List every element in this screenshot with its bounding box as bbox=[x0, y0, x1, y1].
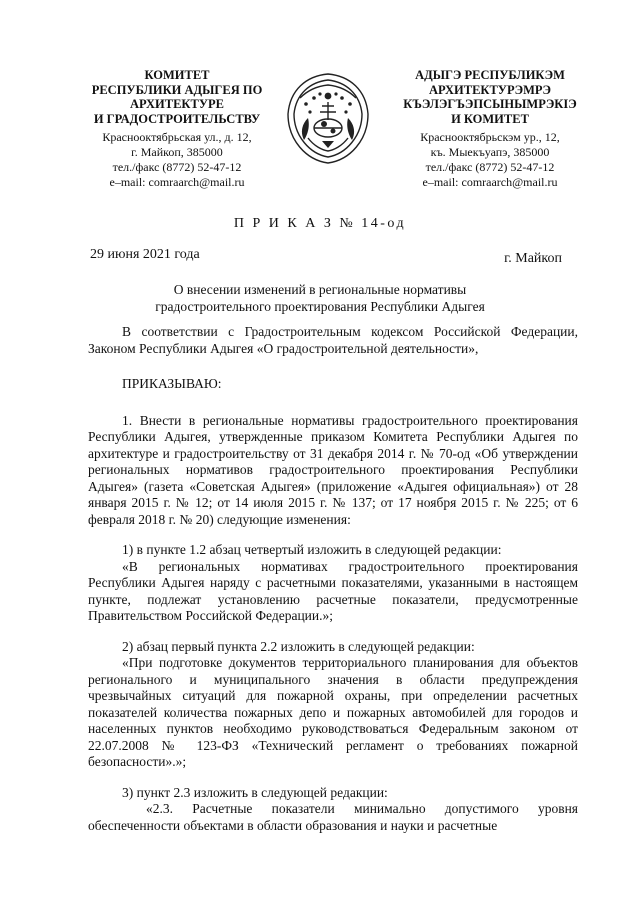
address-line: г. Майкоп, 385000 bbox=[131, 145, 223, 159]
org-line: АРХИТЕКТУРЭМРЭ bbox=[428, 82, 552, 97]
address-line: Краснооктябрьскэм ур., 12, bbox=[420, 130, 560, 144]
subitem-2-intro: 2) абзац первый пункта 2.2 изложить в следующей редакции: bbox=[122, 638, 475, 654]
committee-address-adyghe bbox=[392, 130, 588, 190]
subitem-1-text: «В региональных нормативах градостроительного проектирования Республики Адыгея наряду с расчетными показателями, указанными в настоящем пункте, подлежат установлению расчетные показатели, предусмотренные Правительством Российской Федерации.»; bbox=[88, 558, 578, 623]
subject-line: градостроительного проектирования Республики Адыгея bbox=[155, 298, 485, 314]
order-body bbox=[88, 324, 578, 834]
email-line: e–mail: comraarch@mail.ru bbox=[109, 175, 245, 189]
subitem-3-intro: 3) пункт 2.3 изложить в следующей редакции: bbox=[122, 784, 388, 800]
order-date: 29 июня 2021 года bbox=[90, 247, 200, 262]
org-line: И КОМИТЕТ bbox=[451, 111, 529, 126]
phone-line: тел./факс (8772) 52-47-12 bbox=[425, 160, 555, 174]
order-subject bbox=[0, 282, 640, 315]
org-line: И ГРАДОСТРОИТЕЛЬСТВУ bbox=[93, 111, 261, 126]
org-line: КОМИТЕТ bbox=[144, 68, 210, 82]
email-line: e–mail: comraarch@mail.ru bbox=[422, 175, 558, 189]
header-right bbox=[392, 68, 588, 190]
org-line: АРХИТЕКТУРЕ bbox=[130, 97, 224, 111]
subitem-1-intro: 1) в пункте 1.2 абзац четвертый изложить в следующей редакции: bbox=[122, 542, 502, 557]
subitem-2-text: «При подготовке документов территориального планирования для объектов регионального и муниципального значения в области предупреждения чрезвычайных ситуаций для пожарной охраны, при определении расчетных показателей количества пожарных депо и пожарных автомобилей для городов и населенных пунктов необходимо руководствоваться Федеральным законом от 22.07.2008 № 123-ФЗ «Технический регламент о требованиях пожарной безопасности».»; bbox=[88, 655, 578, 769]
order-city: г. Майкоп bbox=[504, 251, 562, 266]
committee-address-russian bbox=[82, 130, 272, 190]
subitem-3-text: «2.3. Расчетные показатели минимально допустимого уровня обеспеченности объектами в области образования и науки и расчетные bbox=[88, 801, 578, 833]
subject-line: О внесении изменений в региональные нормативы bbox=[173, 282, 467, 297]
phone-line: тел./факс (8772) 52-47-12 bbox=[112, 160, 242, 174]
coat-of-arms-icon bbox=[278, 68, 378, 168]
address-line: Краснооктябрьская ул., д. 12, bbox=[102, 130, 252, 144]
committee-name-adyghe bbox=[392, 68, 588, 126]
preamble: В соответствии с Градостроительным кодексом Российской Федерации, Законом Республики Адыгея «О градостроительной деятельности», bbox=[88, 324, 578, 356]
address-line: къ. Мыекъуапэ, 385000 bbox=[430, 145, 550, 159]
org-line: АДЫГЭ РЕСПУБЛИКЭМ bbox=[415, 68, 565, 82]
order-title: П Р И К А З № 14-од bbox=[233, 216, 407, 231]
committee-name-russian bbox=[82, 68, 272, 126]
org-line: КЪЭЛЭГЪЭПСЫНЫМРЭКIЭ bbox=[403, 97, 577, 111]
header-left bbox=[82, 68, 272, 190]
prikazyvayu-heading: ПРИКАЗЫВАЮ: bbox=[122, 376, 222, 391]
item-1: 1. Внести в региональные нормативы градостроительного проектирования Республики Адыгея, утвержденные приказом Комитета Республики Адыгея по архитектуре и градостроительству от 31 декабря 2014 г. № 70-од «Об утверждении региональных нормативов градостроительного проектирования Республики Адыгея» (газета «Советская Адыгея» (приложение «Адыгея официальная») от 28 января 2015 г. № 12; от 14 июля 2015 г. № 137; от 17 ноября 2015 г. № 225; от 6 февраля 2018 г. № 20) следующие изменения: bbox=[88, 412, 578, 527]
org-line: РЕСПУБЛИКИ АДЫГЕЯ ПО bbox=[91, 82, 263, 97]
